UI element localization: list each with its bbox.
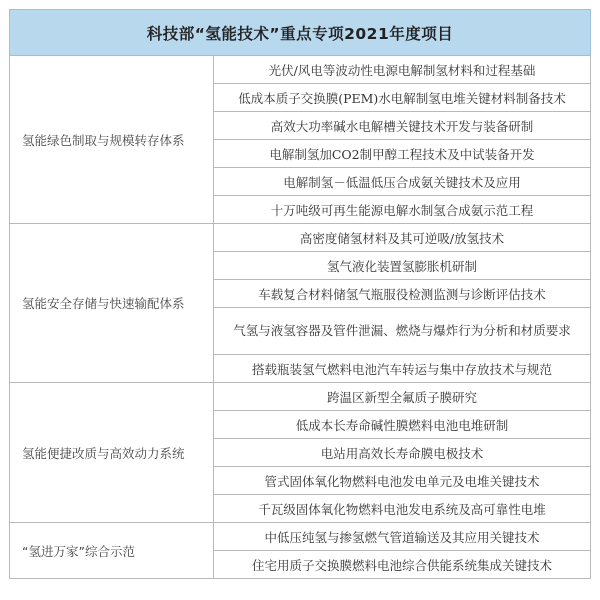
table-row — [10, 383, 591, 411]
topic-cell: 住宅用质子交换膜燃料电池综合供能系统集成关键技术 — [214, 551, 591, 579]
topic-cell: 跨温区新型全氟质子膜研究 — [214, 383, 591, 411]
topic-cell: 电站用高效长寿命膜电极技术 — [214, 439, 591, 467]
topic-cell: 光伏/风电等波动性电源电解制氢材料和过程基础 — [214, 56, 591, 84]
topic-cell: 十万吨级可再生能源电解水制氢合成氨示范工程 — [214, 196, 591, 224]
topic-cell: 电解制氢加CO2制甲醇工程技术及中试装备开发 — [214, 140, 591, 168]
table-row — [10, 224, 591, 252]
category-cell: 氢能安全存储与快速输配体系 — [10, 224, 214, 383]
projects-table — [9, 9, 591, 579]
topic-cell: 气氢与液氢容器及管件泄漏、燃烧与爆炸行为分析和材质要求 — [214, 308, 591, 355]
topic-cell: 搭载瓶装氢气燃料电池汽车转运与集中存放技术与规范 — [214, 355, 591, 383]
table-row — [10, 523, 591, 551]
table-row — [10, 56, 591, 84]
topic-cell: 千瓦级固体氧化物燃料电池发电系统及高可靠性电堆 — [214, 495, 591, 523]
topic-cell: 中低压纯氢与掺氢燃气管道输送及其应用关键技术 — [214, 523, 591, 551]
topic-cell: 低成本质子交换膜(PEM)水电解制氢电堆关键材料制备技术 — [214, 84, 591, 112]
table-header-row — [10, 10, 591, 56]
table-title: 科技部“氢能技术”重点专项2021年度项目 — [10, 10, 591, 56]
topic-cell: 车载复合材料储氢气瓶服役检测监测与诊断评估技术 — [214, 280, 591, 308]
topic-cell: 高效大功率碱水电解槽关键技术开发与装备研制 — [214, 112, 591, 140]
topic-cell: 电解制氢－低温低压合成氨关键技术及应用 — [214, 168, 591, 196]
topic-cell: 氢气液化装置氢膨胀机研制 — [214, 252, 591, 280]
category-cell: “氢进万家”综合示范 — [10, 523, 214, 579]
topic-cell: 低成本长寿命碱性膜燃料电池电堆研制 — [214, 411, 591, 439]
topic-cell: 管式固体氧化物燃料电池发电单元及电堆关键技术 — [214, 467, 591, 495]
category-cell: 氢能绿色制取与规模转存体系 — [10, 56, 214, 224]
category-cell: 氢能便捷改质与高效动力系统 — [10, 383, 214, 523]
topic-cell: 高密度储氢材料及其可逆吸/放氢技术 — [214, 224, 591, 252]
